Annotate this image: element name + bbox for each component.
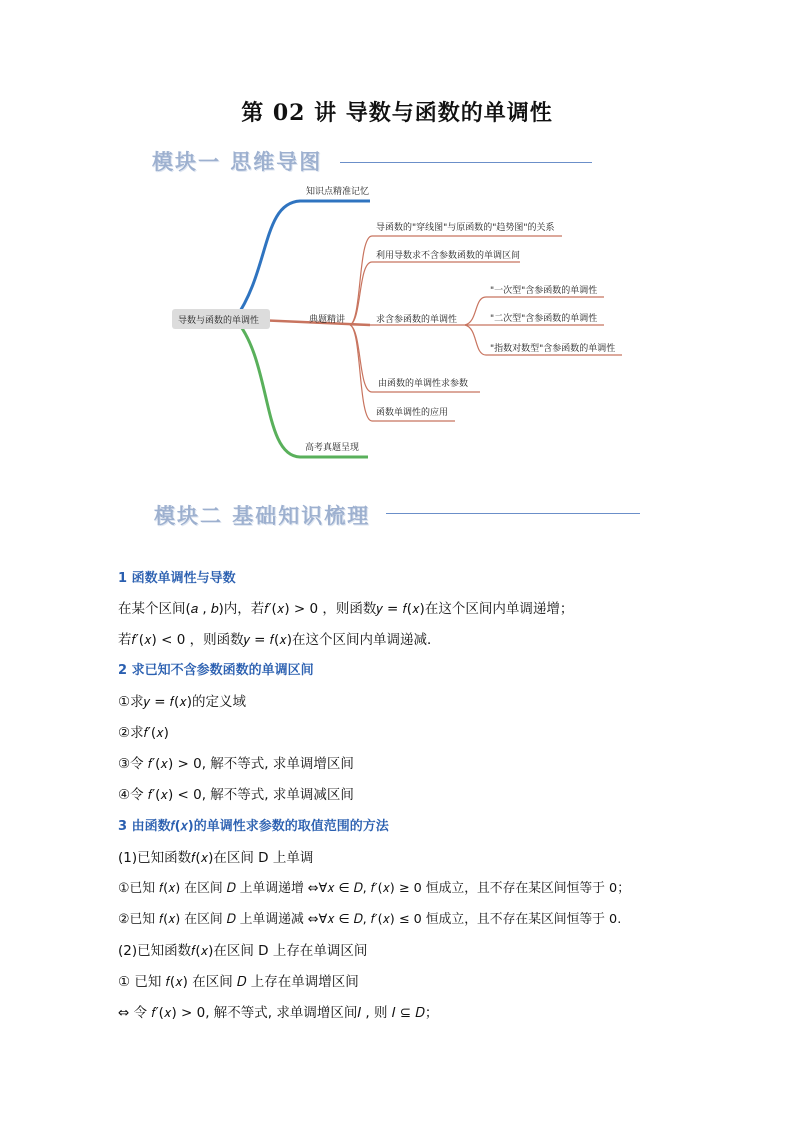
branch-mid-label: 典题精讲 <box>309 315 346 325</box>
module-two-rule <box>386 513 640 514</box>
text-line: 若𝑓′(𝑥) < 0 ，则函数𝑦 = 𝑓(𝑥)在这个区间内单调递减． <box>118 632 441 648</box>
document-title: 第 02 讲 导数与函数的单调性 <box>241 100 553 126</box>
text-line: ⇔ 令 𝑓′(𝑥) > 0, 解不等式, 求单调增区间𝐼 , 则 𝐼 ⊆ 𝐷； <box>118 1005 439 1021</box>
branch-top-label: 知识点精准记忆 <box>306 187 370 197</box>
text-line: ④令 𝑓′(𝑥) < 0, 解不等式, 求单调减区间 <box>118 787 354 803</box>
branch-bottom-line <box>235 319 368 457</box>
text-line: (1)已知函数𝑓(𝑥)在区间 D 上单调 <box>118 850 314 866</box>
module-one-heading: 模块一 思维导图 <box>152 150 323 174</box>
mind-item: 求含参函数的单调性 <box>376 315 458 325</box>
mind-item: 由函数的单调性求参数 <box>378 379 469 389</box>
branch-top-line <box>235 201 370 319</box>
mind-item: 利用导数求不含参数函数的单调区间 <box>376 251 521 261</box>
text-line: (2)已知函数𝑓(𝑥)在区间 D 上存在单调区间 <box>118 943 368 959</box>
section-heading: 3 由函数𝑓(𝑥)的单调性求参数的取值范围的方法 <box>118 819 389 834</box>
mind-item: 函数单调性的应用 <box>376 408 449 418</box>
mind-root: 导数与函数的单调性 <box>178 316 260 326</box>
mid-sub-lines <box>350 236 622 421</box>
text-line: ① 已知 𝑓(𝑥) 在区间 𝐷 上存在单调增区间 <box>118 974 359 990</box>
mind-subitem: "指数对数型"含参函数的单调性 <box>490 344 616 354</box>
text-line: ①已知 𝑓(𝑥) 在区间 𝐷 上单调递增 ⇔∀𝑥 ∈ 𝐷, 𝑓′(𝑥) ≥ 0 恒成立，且不存在某区间恒等于 0； <box>118 881 630 896</box>
mind-subitem: "一次型"含参函数的单调性 <box>490 286 598 296</box>
text-line: ②求𝑓′(𝑥) <box>118 725 169 741</box>
mind-map <box>0 0 794 480</box>
section-heading: 1 函数单调性与导数 <box>118 571 236 586</box>
section-heading: 2 求已知不含参数函数的单调区间 <box>118 663 314 678</box>
text-line: ①求𝑦 = 𝑓(𝑥)的定义域 <box>118 694 247 710</box>
text-line: ②已知 𝑓(𝑥) 在区间 𝐷 上单调递减 ⇔∀𝑥 ∈ 𝐷, 𝑓′(𝑥) ≤ 0 恒成立，且不存在某区间恒等于 0. <box>118 912 622 927</box>
mind-subitem: "二次型"含参函数的单调性 <box>490 314 598 324</box>
module-two-heading: 模块二 基础知识梳理 <box>154 504 371 528</box>
text-line: ③令 𝑓′(𝑥) > 0, 解不等式, 求单调增区间 <box>118 756 354 772</box>
text-line: 在某个区间(𝑎 , 𝑏)内，若𝑓′(𝑥) > 0 ，则函数𝑦 = 𝑓(𝑥)在这个区间内单调递增； <box>118 601 574 617</box>
branch-bottom-label: 高考真题呈现 <box>305 443 360 453</box>
mind-item: 导函数的"穿线图"与原函数的"趋势图"的关系 <box>376 223 555 233</box>
